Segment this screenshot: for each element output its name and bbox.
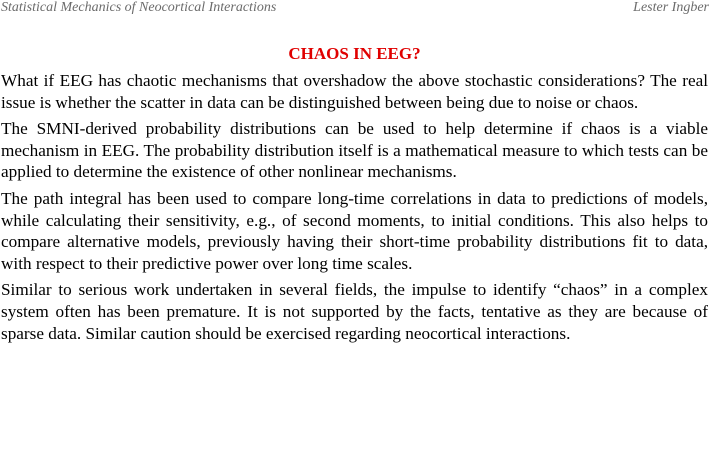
paragraph-1: What if EEG has chaotic mechanisms that overshadow the above stochastic considerations? The real issue is whether the scatter in data can be distinguished between being due to noise or chaos.: [1, 71, 708, 112]
body-text: [1, 70, 708, 349]
paragraph-4: Similar to serious work undertaken in several fields, the impulse to identify “chaos” in a complex system often has been premature. It is not supported by the facts, tentative as they are because of sparse data. Similar caution should be exercised regarding neocortical interactions.: [1, 280, 708, 343]
paragraph-2: The SMNI-derived probability distributions can be used to help determine if chaos is a viable mechanism in EEG. The probability distribution itself is a mathematical measure to which tests can be applied to determine the existence of other nonlinear mechanisms.: [1, 119, 708, 182]
header-document-title: Statistical Mechanics of Neocortical Interactions: [1, 0, 277, 15]
header-author: Lester Ingber: [633, 0, 709, 15]
section-title: CHAOS IN EEG?: [288, 44, 421, 63]
paragraph-3: The path integral has been used to compare long-time correlations in data to predictions of models, while calculating their sensitivity, e.g., of second moments, to initial conditions. This also helps to compare alternative models, previously having their short-time probability distributions fit to data, with respect to their predictive power over long time scales.: [1, 188, 708, 273]
running-header: [1, 0, 709, 18]
